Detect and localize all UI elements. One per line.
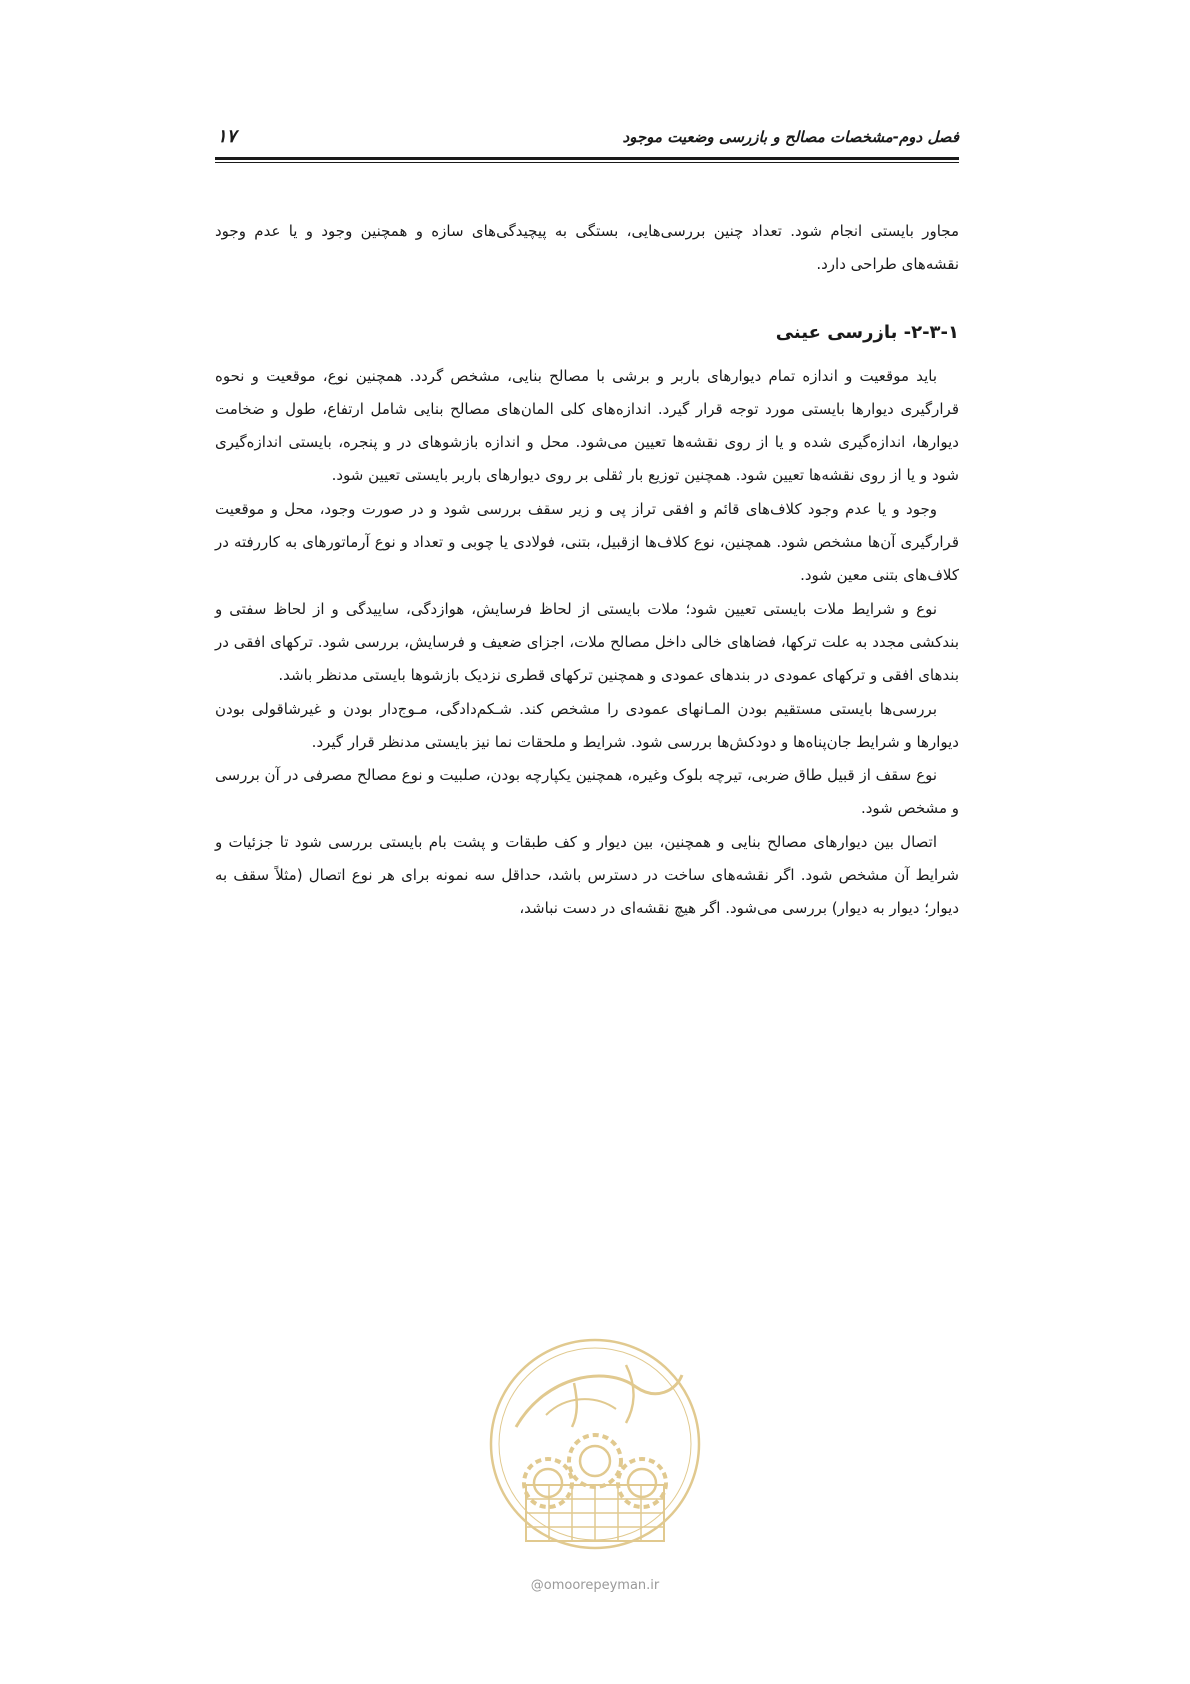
body-paragraph-3: نوع و شرایط ملات بایستی تعیین شود؛ ملات بایستی از لحاظ فرسایش، هوازدگی، ساییدگی و از لحاظ سفتی و بندکشی مجدد به علت ترکها، فضاهای خالی داخل مصالح ملات، اجزای ضعیف و فرسایش، بررسی شود. ترکهای افقی در بندهای افقی و ترکهای عمودی در بندهای عمودی و همچنین ترکهای قطری نزدیک بازشوها بایستی مدنظر باشد. [215, 599, 959, 685]
page-body [215, 215, 959, 926]
section-heading: ۲-۳-۱- بازرسی عینی [775, 321, 959, 343]
watermark-seal-icon [486, 1335, 704, 1580]
page-number: ۱۷ [217, 126, 237, 147]
header-rule [215, 157, 959, 160]
page-header [215, 120, 959, 154]
body-paragraph-6: اتصال بین دیوارهای مصالح بنایی و همچنین، بین دیوار و کف طبقات و پشت بام بایستی بررسی شود تا جزئیات و شرایط آن مشخص شود. اگر نقشه‌های ساخت در دسترس باشد، حداقل سه نمونه برای هر نوع اتصال (مثلاً سقف به دیوار؛ دیوار به دیوار) بررسی می‌شود. اگر هیچ نقشه‌ای در دست نباشد، [215, 832, 959, 918]
body-paragraph-5: نوع سقف از قبیل طاق ضربی، تیرچه بلوک وغیره، همچنین یکپارچه بودن، صلبیت و نوع مصالح مصرفی در آن بررسی و مشخص شود. [215, 766, 959, 818]
intro-paragraph: مجاور بایستی انجام شود. تعداد چنین بررسی‌هایی، بستگی به پیچیدگی‌های سازه و همچنین وجود و یا عدم وجود نقشه‌های طراحی دارد. [215, 222, 959, 274]
watermark-logo [486, 1335, 704, 1585]
body-paragraph-4: بررسی‌ها بایستی مستقیم بودن المـانهای عمودی را مشخص کند. شـکم‌دادگی، مـوج‌دار بودن و غیرشاقولی بودن دیوارها و شرایط جان‌پناه‌ها و دودکش‌ها بررسی شود. شرایط و ملحقات نما نیز بایستی مدنظر قرار گیرد. [215, 699, 959, 751]
header-rule-thin [215, 162, 959, 163]
running-header-title: فصل دوم-مشخصات مصالح و بازرسی وضعیت موجود [622, 128, 959, 146]
body-paragraph-2: وجود و یا عدم وجود کلاف‌های قائم و افقی تراز پی و زیر سقف بررسی شود و در صورت وجود، محل و موقعیت قرارگیری آن‌ها مشخص شود. همچنین، نوع کلاف‌ها ازقبیل، بتنی، فولادی یا چوبی و تعداد و نوع آرماتورهای به کاررفته در کلاف‌های بتنی معین شود. [215, 499, 959, 585]
watermark-url: @omoorepeyman.ir [530, 1578, 660, 1593]
body-paragraph-1: باید موقعیت و اندازه تمام دیوارهای باربر و برشی با مصالح بنایی، مشخص گردد. همچنین نوع، موقعیت و نحوه قرارگیری دیوارها بایستی مورد توجه قرار گیرد. اندازه‌های کلی المان‌های مصالح بنایی شامل ارتفاع، طول و ضخامت دیوارها، اندازه‌گیری شده و یا از روی نقشه‌ها تعیین می‌شود. محل و اندازه بازشوهای در و پنجره، بایستی اندازه‌گیری شود و یا از روی نقشه‌ها تعیین شود. همچنین توزیع بار ثقلی بر روی دیوارهای باربر بایستی تعیین شود. [215, 366, 959, 485]
